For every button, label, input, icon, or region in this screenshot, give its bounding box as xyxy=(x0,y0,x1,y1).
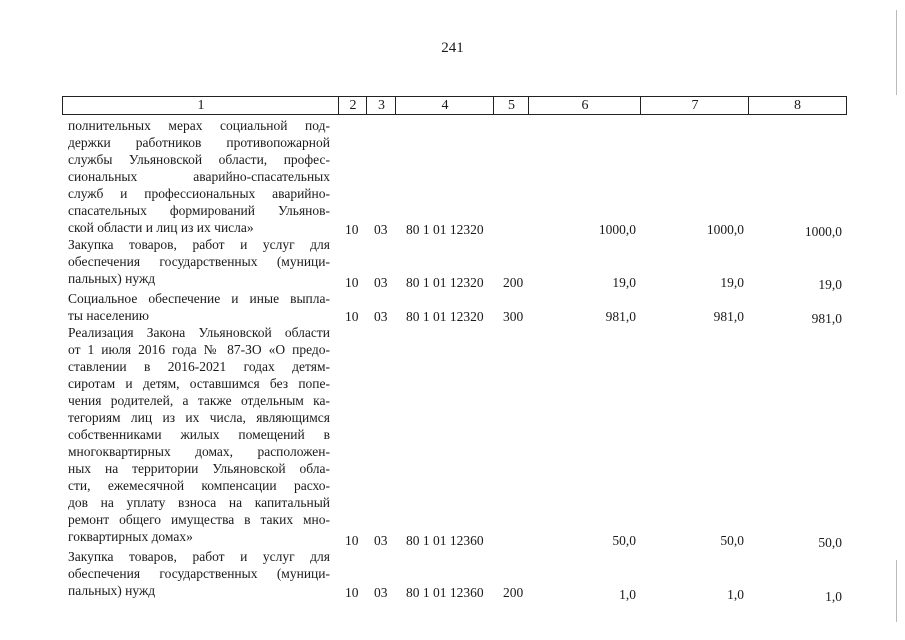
cell-section: 10 xyxy=(345,222,359,237)
cell-amount-7: 1,0 xyxy=(727,587,744,602)
description-line: пальных) нужд xyxy=(68,583,156,598)
cell-subsection: 03 xyxy=(374,585,388,600)
cell-subsection: 03 xyxy=(374,309,388,324)
cell-subsection: 03 xyxy=(374,222,388,237)
header-col-2: 2 xyxy=(338,96,367,115)
row-description xyxy=(68,117,330,236)
cell-amount-8: 1000,0 xyxy=(804,224,842,239)
cell-target-article: 80 1 01 12360 xyxy=(406,533,484,548)
description-line: ской области и лиц из их числа» xyxy=(68,220,254,235)
cell-amount-8: 1,0 xyxy=(825,589,842,604)
header-col-3: 3 xyxy=(366,96,396,115)
cell-amount-8: 981,0 xyxy=(811,311,842,326)
description-line: Социальное обеспечение и иные выпла- xyxy=(68,291,330,306)
description-line: полнительных мерах социальной под- xyxy=(68,118,330,133)
cell-expense-type: 200 xyxy=(503,585,524,600)
scan-margin-mark xyxy=(896,560,897,622)
cell-amount-6: 1,0 xyxy=(619,587,636,602)
description-line: Закупка товаров, работ и услуг для xyxy=(68,237,330,252)
description-line: гоквартирных домах» xyxy=(68,529,193,544)
cell-section: 10 xyxy=(345,309,359,324)
description-line: служб и профессиональных аварийно- xyxy=(68,186,330,201)
row-description xyxy=(68,548,330,599)
description-line: ставлении в 2016-2021 годах детям- xyxy=(68,359,330,374)
description-line: дов на уплату взноса на капитальный xyxy=(68,495,330,510)
header-col-8: 8 xyxy=(748,96,847,115)
cell-target-article: 80 1 01 12320 xyxy=(406,309,484,324)
cell-amount-6: 50,0 xyxy=(612,533,636,548)
cell-subsection: 03 xyxy=(374,533,388,548)
description-line: спасательных формирований Ульянов- xyxy=(68,203,330,218)
cell-amount-6: 981,0 xyxy=(605,309,636,324)
cell-section: 10 xyxy=(345,275,359,290)
description-line: пальных) нужд xyxy=(68,271,156,286)
cell-amount-7: 981,0 xyxy=(713,309,744,324)
cell-amount-8: 19,0 xyxy=(818,277,842,292)
description-line: многоквартирных домах, расположен- xyxy=(68,444,330,459)
cell-amount-7: 50,0 xyxy=(720,533,744,548)
row-description xyxy=(68,324,330,545)
description-line: держки работников противопожарной xyxy=(68,135,330,150)
description-line: обеспечения государственных (муници- xyxy=(68,254,330,269)
header-col-4: 4 xyxy=(395,96,494,115)
page-number: 241 xyxy=(441,40,464,56)
cell-expense-type: 300 xyxy=(503,309,524,324)
header-col-1: 1 xyxy=(62,96,339,115)
cell-target-article: 80 1 01 12320 xyxy=(406,275,484,290)
cell-target-article: 80 1 01 12320 xyxy=(406,222,484,237)
description-line: сти, ежемесячной компенсации расхо- xyxy=(68,478,330,493)
description-line: обеспечения государственных (муници- xyxy=(68,566,330,581)
cell-section: 10 xyxy=(345,533,359,548)
description-line: ремонт общего имущества в таких мно- xyxy=(68,512,330,527)
header-col-5: 5 xyxy=(493,96,529,115)
row-description xyxy=(68,290,330,324)
description-line: Реализация Закона Ульяновской области xyxy=(68,325,330,340)
cell-expense-type: 200 xyxy=(503,275,524,290)
cell-subsection: 03 xyxy=(374,275,388,290)
header-col-6: 6 xyxy=(528,96,641,115)
cell-amount-6: 1000,0 xyxy=(598,222,636,237)
description-line: собственниками жилых помещений в xyxy=(68,427,330,442)
cell-amount-7: 1000,0 xyxy=(706,222,744,237)
description-line: тегориям лиц из их числа, являющимся xyxy=(68,410,330,425)
cell-amount-7: 19,0 xyxy=(720,275,744,290)
description-line: от 1 июля 2016 года № 87-ЗО «О предо- xyxy=(68,342,330,357)
description-line: ты населению xyxy=(68,308,149,323)
row-description xyxy=(68,236,330,287)
description-line: Закупка товаров, работ и услуг для xyxy=(68,549,330,564)
description-line: службы Ульяновской области, профес- xyxy=(68,152,330,167)
cell-amount-8: 50,0 xyxy=(818,535,842,550)
cell-amount-6: 19,0 xyxy=(612,275,636,290)
description-line: ных на территории Ульяновской обла- xyxy=(68,461,330,476)
header-col-7: 7 xyxy=(640,96,749,115)
description-line: чения родителей, а также отдельным ка- xyxy=(68,393,330,408)
cell-target-article: 80 1 01 12360 xyxy=(406,585,484,600)
scan-margin-mark xyxy=(896,10,897,95)
description-line: сиротам и детям, оставшимся без попе- xyxy=(68,376,330,391)
cell-section: 10 xyxy=(345,585,359,600)
description-line: сиональных аварийно-спасательных xyxy=(68,169,330,184)
